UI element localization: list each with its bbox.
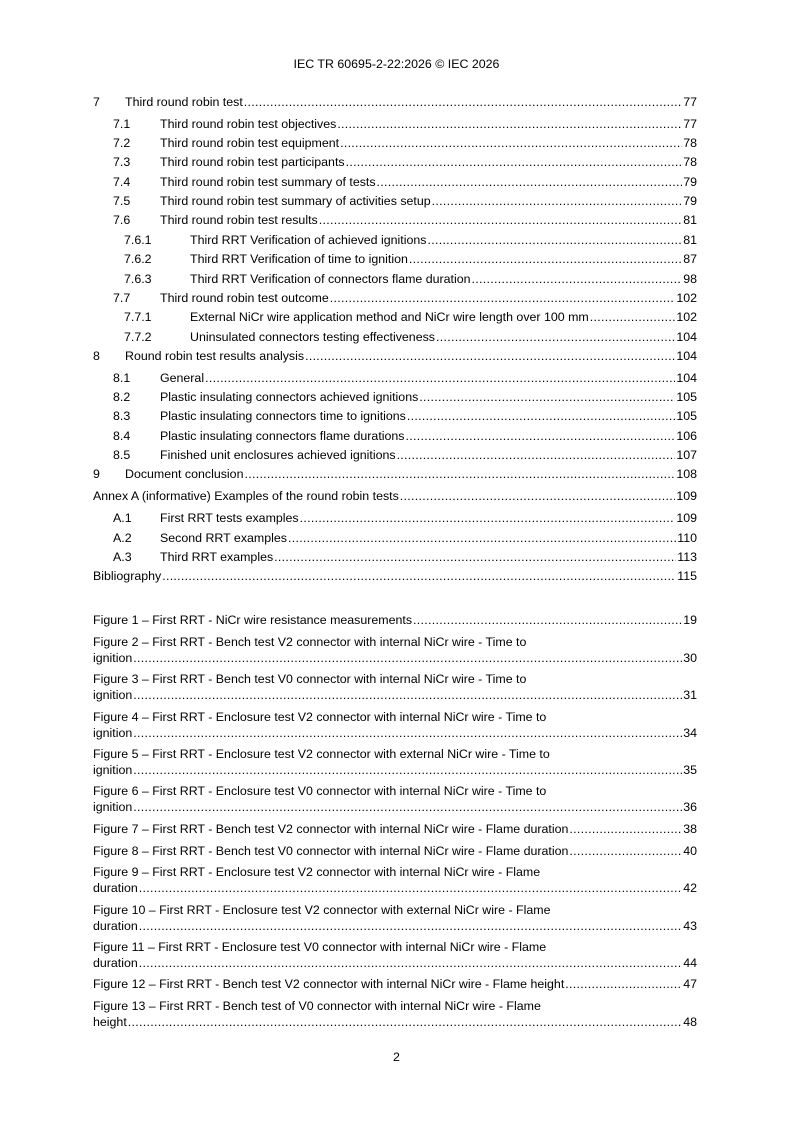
figure-entry-title: Figure 12 – First RRT - Bench test V2 connector with internal NiCr wire - Flame height <box>93 977 565 991</box>
dot-leader <box>407 408 675 424</box>
dot-leader <box>569 821 682 837</box>
toc-entry[interactable] <box>93 135 697 151</box>
toc-entry-title: Third round robin test participants <box>160 155 345 169</box>
figure-entry-page: 48 <box>683 1015 697 1029</box>
toc-entry-title: Plastic insulating connectors time to ignitions <box>160 409 406 423</box>
dot-leader <box>569 843 682 859</box>
toc-entry-title: First RRT tests examples <box>160 511 299 525</box>
toc-entry-page: 105 <box>676 409 697 423</box>
figure-entry-title: duration <box>93 881 138 895</box>
toc-entry[interactable] <box>93 466 697 482</box>
toc-entry-page: 102 <box>676 291 697 305</box>
dot-leader <box>397 447 676 463</box>
toc-entry-title: Plastic insulating connectors flame durations <box>160 429 405 443</box>
toc-entry[interactable] <box>93 154 697 170</box>
figure-entry-title: duration <box>93 956 138 970</box>
toc-entry-title: Third RRT examples <box>160 550 274 564</box>
dot-leader <box>133 725 682 741</box>
dot-leader <box>139 918 682 934</box>
toc-entry-number: 8.4 <box>113 429 131 443</box>
toc-entry[interactable] <box>93 428 697 444</box>
toc-entry[interactable] <box>93 510 697 526</box>
figure-entry-title: ignition <box>93 688 133 702</box>
dot-leader <box>340 135 682 151</box>
toc-entry-page: 77 <box>683 117 697 131</box>
dot-leader <box>244 466 675 482</box>
toc-entry[interactable] <box>93 389 697 405</box>
toc-entry[interactable] <box>93 193 697 209</box>
toc-entry-page: 104 <box>676 371 697 385</box>
figure-entry[interactable] <box>93 650 697 666</box>
toc-entry[interactable] <box>93 251 697 267</box>
toc-entry-title: Round robin test results analysis <box>125 349 305 363</box>
toc-entry-number: 7.5 <box>113 194 131 208</box>
toc-entry-number: 7.2 <box>113 136 131 150</box>
dot-leader <box>133 650 682 666</box>
figure-entry-title-line[interactable]: Figure 3 – First RRT - Bench test V0 connector with internal NiCr wire - Time to <box>93 672 527 686</box>
dot-leader <box>330 290 676 306</box>
toc-entry-page: 78 <box>683 136 697 150</box>
toc-entry-page: 81 <box>683 233 697 247</box>
dot-leader <box>205 370 675 386</box>
toc-entry-number: 7.7.1 <box>124 310 152 324</box>
toc-entry[interactable] <box>93 271 697 287</box>
dot-leader <box>274 549 676 565</box>
toc-entry-title: Third RRT Verification of time to ignition <box>190 252 408 266</box>
dot-leader <box>128 1014 682 1030</box>
toc-entry-title: Third round robin test objectives <box>160 117 337 131</box>
dot-leader <box>377 174 683 190</box>
dot-leader <box>288 530 676 546</box>
toc-entry[interactable] <box>93 549 697 565</box>
dot-leader <box>472 271 683 287</box>
toc-entry-title: Plastic insulating connectors achieved ignitions <box>160 390 419 404</box>
toc-entry-page: 98 <box>683 272 697 286</box>
toc-entry-number: 7.4 <box>113 175 131 189</box>
figure-entry[interactable] <box>93 976 697 992</box>
toc-entry-page: 107 <box>676 448 697 462</box>
dot-leader <box>436 329 675 345</box>
figure-entry-title-line[interactable]: Figure 4 – First RRT - Enclosure test V2 connector with internal NiCr wire - Time to <box>93 710 547 724</box>
figure-entry-title: Figure 7 – First RRT - Bench test V2 connector with internal NiCr wire - Flame duration <box>93 822 569 836</box>
toc-entry[interactable] <box>93 348 697 364</box>
toc-entry-title: Third round robin test <box>125 95 243 109</box>
figure-entry-page: 31 <box>683 688 697 702</box>
toc-entry-title: Third round robin test outcome <box>160 291 329 305</box>
dot-leader <box>319 212 682 228</box>
toc-entry-page: 104 <box>676 330 697 344</box>
dot-leader <box>346 154 683 170</box>
figure-entry[interactable] <box>93 955 697 971</box>
page-header: IEC TR 60695-2-22:2026 © IEC 2026 <box>293 57 500 71</box>
toc-entry[interactable] <box>93 212 697 228</box>
figure-entry-page: 40 <box>683 844 697 858</box>
toc-entry-page: 109 <box>676 489 697 503</box>
dot-leader <box>139 880 682 896</box>
toc-entry[interactable] <box>93 232 697 248</box>
figure-entry-page: 43 <box>683 919 697 933</box>
toc-entry-number: 8 <box>93 349 100 363</box>
toc-entry[interactable] <box>93 290 697 306</box>
dot-leader <box>139 955 682 971</box>
toc-entry-title: Finished unit enclosures achieved ignitions <box>160 448 396 462</box>
figure-entry[interactable] <box>93 843 697 859</box>
figure-entry-page: 35 <box>683 763 697 777</box>
toc-entry-page: 110 <box>677 531 697 545</box>
dot-leader <box>590 309 676 325</box>
toc-entry-title: Third RRT Verification of connectors flame duration <box>190 272 471 286</box>
toc-entry-page: 78 <box>683 155 697 169</box>
dot-leader <box>427 232 682 248</box>
figure-entry-title: height <box>93 1015 127 1029</box>
figure-entry-page: 36 <box>683 800 697 814</box>
figure-entry-page: 34 <box>683 726 697 740</box>
figure-entry-title: Figure 1 – First RRT - NiCr wire resistance measurements <box>93 613 413 627</box>
toc-entry-page: 106 <box>676 429 697 443</box>
toc-entry-number: A.2 <box>113 531 132 545</box>
toc-entry[interactable] <box>93 488 697 504</box>
toc-entry[interactable] <box>93 329 697 345</box>
dot-leader <box>432 193 683 209</box>
dot-leader <box>300 510 676 526</box>
figure-entry-page: 30 <box>683 651 697 665</box>
toc-entry-number: 8.1 <box>113 371 131 385</box>
figure-entry[interactable] <box>93 687 697 703</box>
toc-entry-title: Third round robin test results <box>160 213 318 227</box>
toc-entry-page: 102 <box>676 310 697 324</box>
figure-entry-title: ignition <box>93 800 133 814</box>
figure-entry-title: ignition <box>93 726 133 740</box>
figure-entry-title-line[interactable]: Figure 10 – First RRT - Enclosure test V2 connector with external NiCr wire - Flame <box>93 903 551 917</box>
toc-entry-title: External NiCr wire application method and NiCr wire length over 100 mm <box>190 310 589 324</box>
toc-entry-title: Annex A (informative) Examples of the round robin tests <box>93 489 399 503</box>
figure-entry-page: 19 <box>683 613 697 627</box>
figure-entry-page: 47 <box>683 977 697 991</box>
figure-entry-page: 44 <box>683 956 697 970</box>
dot-leader <box>133 799 682 815</box>
toc-entry[interactable] <box>93 309 697 325</box>
figure-entry-title-line[interactable]: Figure 5 – First RRT - Enclosure test V2 connector with external NiCr wire - Time to <box>93 747 550 761</box>
toc-entry-page: 113 <box>677 550 697 564</box>
dot-leader <box>413 612 682 628</box>
toc-entry-page: 115 <box>677 569 697 583</box>
toc-entry-number: 7.6 <box>113 213 131 227</box>
figure-entry[interactable] <box>93 880 697 896</box>
toc-entry-page: 108 <box>676 467 697 481</box>
figure-entry-title: ignition <box>93 651 133 665</box>
toc-entry-number: 7.1 <box>113 117 131 131</box>
figure-entry-page: 38 <box>683 822 697 836</box>
toc-entry[interactable] <box>93 408 697 424</box>
figure-entry-title-line[interactable]: Figure 13 – First RRT - Bench test of V0 connector with internal NiCr wire - Flame <box>93 999 541 1013</box>
dot-leader <box>337 116 682 132</box>
figure-entry[interactable] <box>93 612 697 628</box>
toc-entry[interactable] <box>93 174 697 190</box>
dot-leader <box>419 389 675 405</box>
toc-entry-page: 77 <box>683 95 697 109</box>
toc-entry[interactable] <box>93 370 697 386</box>
toc-entry-title: Third round robin test summary of activities setup <box>160 194 431 208</box>
toc-entry-number: 7.3 <box>113 155 131 169</box>
figure-entry[interactable] <box>93 1014 697 1030</box>
dot-leader <box>133 762 682 778</box>
toc-entry[interactable] <box>93 530 697 546</box>
toc-entry-number: 7.6.3 <box>124 272 152 286</box>
figure-entry[interactable] <box>93 821 697 837</box>
dot-leader <box>565 976 682 992</box>
toc-entry-number: 9 <box>93 467 100 481</box>
toc-entry-page: 105 <box>676 390 697 404</box>
dot-leader <box>162 568 676 584</box>
figure-entry-title: Figure 8 – First RRT - Bench test V0 connector with internal NiCr wire - Flame duration <box>93 844 569 858</box>
toc-entry-number: 7.6.2 <box>124 252 152 266</box>
toc-entry-page: 81 <box>683 213 697 227</box>
toc-entry[interactable] <box>93 568 697 584</box>
toc-entry-number: 8.5 <box>113 448 131 462</box>
toc-entry-page: 79 <box>683 194 697 208</box>
toc-entry-page: 87 <box>683 252 697 266</box>
toc-entry-number: 8.2 <box>113 390 131 404</box>
toc-entry-number: 8.3 <box>113 409 131 423</box>
figure-entry-title: duration <box>93 919 138 933</box>
toc-entry-title: Third round robin test summary of tests <box>160 175 376 189</box>
figure-entry[interactable] <box>93 918 697 934</box>
toc-entry[interactable] <box>93 447 697 463</box>
toc-entry[interactable] <box>93 116 697 132</box>
dot-leader <box>400 488 676 504</box>
toc-entry-number: 7 <box>93 95 100 109</box>
dot-leader <box>305 348 675 364</box>
toc-entry-title: Document conclusion <box>125 467 244 481</box>
figure-entry[interactable] <box>93 762 697 778</box>
toc-entry-number: A.1 <box>113 511 132 525</box>
toc-entry-title: Third RRT Verification of achieved ignitions <box>190 233 427 247</box>
figure-entry-title: ignition <box>93 763 133 777</box>
toc-entry[interactable] <box>93 94 697 110</box>
figure-entry-title-line[interactable]: Figure 2 – First RRT - Bench test V2 connector with internal NiCr wire - Time to <box>93 635 527 649</box>
toc-entry-title: Uninsulated connectors testing effectiveness <box>190 330 435 344</box>
toc-entry-page: 79 <box>683 175 697 189</box>
toc-entry-title: General <box>160 371 205 385</box>
toc-entry-page: 109 <box>676 511 697 525</box>
toc-entry-number: 7.6.1 <box>124 233 152 247</box>
toc-entry-page: 104 <box>676 349 697 363</box>
figure-entry[interactable] <box>93 799 697 815</box>
figure-entry-page: 42 <box>683 881 697 895</box>
toc-entry-title: Third round robin test equipment <box>160 136 340 150</box>
page-number: 2 <box>393 1050 400 1064</box>
dot-leader <box>409 251 682 267</box>
toc-entry-title: Second RRT examples <box>160 531 287 545</box>
dot-leader <box>133 687 682 703</box>
figure-entry[interactable] <box>93 725 697 741</box>
figure-entry-title-line[interactable]: Figure 9 – First RRT - Enclosure test V2 connector with internal NiCr wire - Flame <box>93 865 541 879</box>
dot-leader <box>244 94 682 110</box>
figure-entry-title-line[interactable]: Figure 11 – First RRT - Enclosure test V0 connector with internal NiCr wire - Flame <box>93 940 547 954</box>
toc-entry-number: 7.7.2 <box>124 330 152 344</box>
dot-leader <box>406 428 676 444</box>
toc-entry-number: 7.7 <box>113 291 131 305</box>
figure-entry-title-line[interactable]: Figure 6 – First RRT - Enclosure test V0 connector with internal NiCr wire - Time to <box>93 784 547 798</box>
toc-entry-title: Bibliography <box>93 569 162 583</box>
toc-entry-number: A.3 <box>113 550 132 564</box>
